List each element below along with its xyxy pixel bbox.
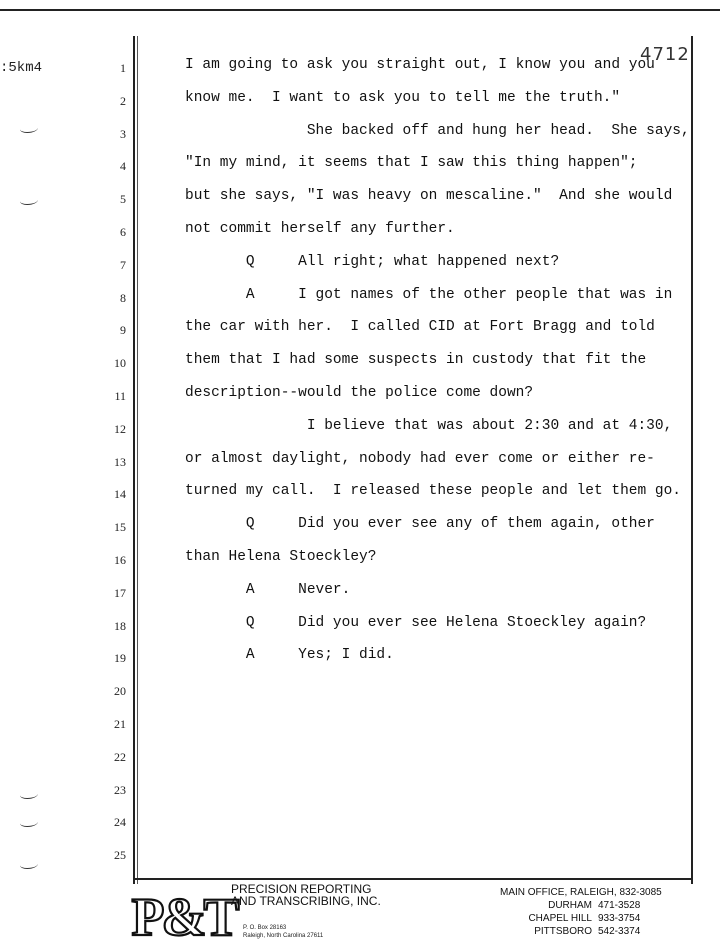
office-phone: 933-3754: [598, 913, 641, 924]
transcript-line: [0, 418, 700, 438]
line-number: 4: [120, 159, 126, 174]
transcript-line: [0, 57, 700, 77]
line-text: know me. I want to ask you to tell me the truth.": [185, 89, 621, 106]
line-text: but she says, "I was heavy on mescaline." And she would: [185, 188, 673, 205]
line-text: than Helena Stoeckley?: [185, 549, 377, 565]
office-name: DURHAM: [548, 900, 592, 911]
line-number: 23: [114, 782, 126, 797]
transcript-line: [0, 451, 700, 471]
line-number: 12: [114, 421, 126, 436]
line-text: Q Did you ever see any of them again, other: [185, 516, 655, 533]
line-number: 2: [120, 93, 126, 108]
line-number: 7: [120, 257, 126, 272]
office-phone: 542-3374: [598, 926, 641, 937]
line-text: "In my mind, it seems that I saw this thing happen";: [185, 155, 638, 172]
line-text: them that I had some suspects in custody that fit the: [185, 352, 647, 369]
line-text: A Yes; I did.: [185, 647, 394, 664]
transcript-line: [0, 221, 700, 241]
transcript-line: [0, 844, 700, 864]
transcript-line: [0, 319, 700, 339]
transcript-line: [0, 254, 700, 274]
line-text: or almost daylight, nobody had ever come or either re-: [185, 450, 655, 467]
line-number: 21: [114, 717, 126, 731]
line-text: A Never.: [185, 581, 351, 598]
office-row: [500, 899, 662, 912]
transcript-line: [0, 549, 700, 569]
transcript-line: [0, 287, 700, 307]
transcript-line: [0, 779, 700, 799]
company-address: [243, 924, 323, 940]
office-phone: 471-3528: [598, 900, 641, 911]
main-office: MAIN OFFICE, RALEIGH, 832-3085: [500, 887, 662, 898]
transcript-line: [0, 155, 700, 175]
transcript-line: [0, 385, 700, 405]
transcript-line: [0, 647, 700, 667]
line-number: 20: [114, 684, 126, 699]
svg-text:P&T: P&T: [131, 887, 237, 946]
line-number: 9: [120, 323, 126, 338]
line-text: turned my call. I released these people and let them go.: [185, 483, 681, 500]
margin-tag: :5km4: [0, 60, 43, 76]
line-number: 14: [114, 487, 126, 502]
company-name: [231, 883, 381, 907]
line-number: 18: [114, 618, 126, 633]
line-number: 13: [114, 454, 126, 469]
line-number: 24: [114, 815, 126, 830]
line-number: 5: [120, 192, 126, 207]
transcript-line: [0, 680, 700, 700]
line-text: Q Did you ever see Helena Stoeckley again?: [185, 614, 647, 631]
transcript-line: [0, 713, 700, 733]
transcript-line: [0, 811, 700, 831]
transcript-line: [0, 352, 700, 372]
line-text: A I got names of the other people that was in: [185, 286, 673, 303]
top-rule: [0, 9, 720, 11]
line-number: 11: [114, 389, 126, 403]
line-number: 3: [120, 126, 126, 141]
transcript-line: [0, 90, 700, 110]
line-text: the car with her. I called CID at Fort Bragg and told: [185, 319, 655, 336]
line-number: 22: [114, 749, 126, 764]
transcript-line: [0, 483, 700, 503]
line-text: description--would the police come down?: [185, 385, 534, 401]
transcript-line: [0, 188, 700, 208]
transcript-line: [0, 123, 700, 143]
line-text: not commit herself any further.: [185, 221, 455, 237]
transcript-line: [0, 615, 700, 635]
line-number: 25: [114, 848, 126, 863]
company-logo: [131, 885, 237, 946]
line-number: 10: [114, 356, 126, 371]
transcript-line: [0, 582, 700, 602]
line-number: 1: [120, 61, 126, 75]
address-line1: P. O. Box 28163: [243, 925, 287, 931]
office-name: CHAPEL HILL: [528, 913, 592, 924]
line-number: 6: [120, 225, 126, 239]
company-name-line2: AND TRANSCRIBING, INC.: [231, 894, 381, 908]
page-number: 4712: [640, 44, 690, 65]
office-list: [500, 886, 662, 938]
line-number: 16: [114, 553, 126, 567]
company-name-line1: PRECISION REPORTING: [231, 882, 372, 896]
line-text: She backed off and hung her head. She says,: [185, 122, 690, 139]
transcript-line: [0, 516, 700, 536]
line-text: I believe that was about 2:30 and at 4:30,: [185, 417, 673, 434]
line-number: 15: [114, 520, 126, 535]
line-number: 8: [120, 290, 126, 305]
office-row: [500, 912, 662, 925]
transcript-line: [0, 746, 700, 766]
line-text: Q All right; what happened next?: [185, 253, 560, 270]
page-frame-bottom: [133, 878, 693, 880]
line-text: I am going to ask you straight out, I know you and you: [185, 57, 655, 73]
line-number: 17: [114, 585, 126, 600]
address-line2: Raleigh, North Carolina 27611: [243, 933, 324, 939]
office-name: PITTSBORO: [534, 926, 592, 937]
office-row: [500, 925, 662, 938]
line-number: 19: [114, 651, 126, 666]
